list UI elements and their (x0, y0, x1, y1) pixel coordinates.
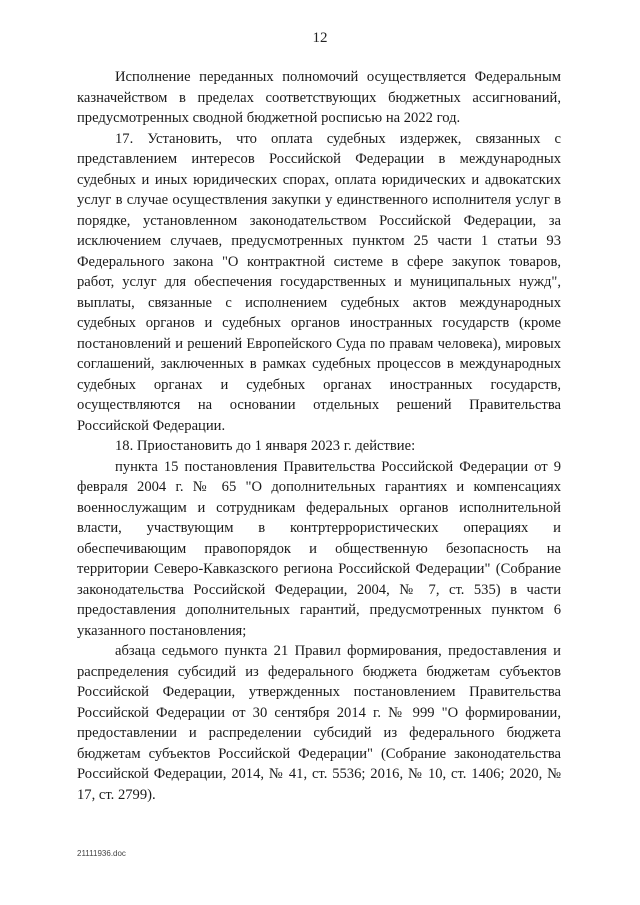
paragraph-treasury-execution: Исполнение переданных полномочий осуществляется Федеральным казначейством в пределах соответствующих бюджетных ассигнований, предусмотренных сводной бюджетной росписью на 2022 год. (77, 69, 561, 126)
paragraph-point-21: абзаца седьмого пункта 21 Правил формирования, предоставления и распределения субсидий из федерального бюджета бюджетам субъектов Российской Федерации, утвержденных постановлением Правительства Российской Федерации от 30 сентября 2014 г. № 999 "О формировании, предоставлении и распределении субсидий из федерального бюджета бюджетам субъектов Российской Федерации" (Собрание законодательства Российской Федерации, 2014, № 41, ст. 5536; 2016, № 10, ст. 1406; 2020, № 17, ст. 2799). (77, 643, 561, 803)
paragraph-point-15: пункта 15 постановления Правительства Российской Федерации от 9 февраля 2004 г. № 65 "О дополнительных гарантиях и компенсациях военнослужащим и сотрудникам федеральных органов исполнительной власти, участвующим в контртеррористических операциях и обеспечивающим правопорядок и общественную безопасность на территории Северо-Кавказского региона Российской Федерации" (Собрание законодательства Российской Федерации, 2004, № 7, ст. 535) в части предоставления дополнительных гарантий, предусмотренных пунктом 6 указанного постановления; (77, 458, 561, 639)
paragraph-item-17: 17. Установить, что оплата судебных издержек, связанных с представлением интересов Российской Федерации в международных судебных и иных юридических спорах, оплата юридических и адвокатских услуг в случае осуществления закупки у единственного исполнителя услуг в порядке, установленном законодательством Российской Федерации, за исключением случаев, предусмотренных пунктом 25 части 1 статьи 93 Федерального закона "О контрактной системе в сфере закупок товаров, работ, услуг для обеспечения государственных и муниципальных нужд", выплаты, связанные с исполнением судебных актов международных судебных органов и судебных органов иностранных государств (кроме постановлений и решений Европейского Суда по правам человека), мировых соглашений, заключенных в рамках судебных процессов в международных судебных органах и судебных органах иностранных государств, осуществляются на основании отдельных решений Правительства Российской Федерации. (77, 130, 561, 434)
page-number: 12 (312, 30, 328, 46)
footer-file-code: 21111936.doc (77, 849, 126, 858)
document-body (77, 67, 561, 805)
paragraph-item-18: 18. Приостановить до 1 января 2023 г. действие: (115, 438, 416, 454)
